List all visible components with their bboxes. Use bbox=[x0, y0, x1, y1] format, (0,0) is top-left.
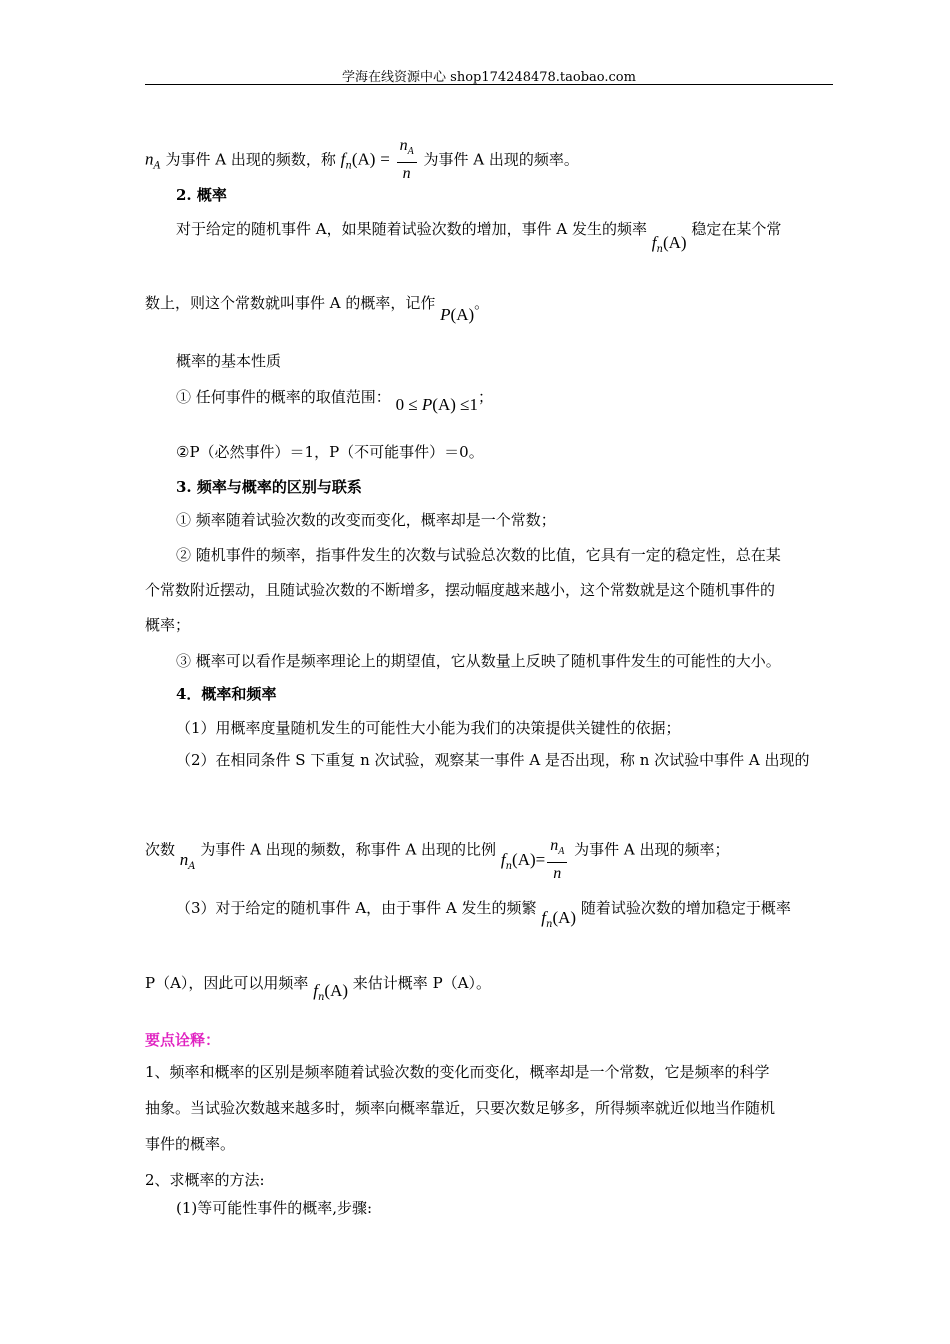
prop-2: ②P（必然事件）＝1，P（不可能事件）＝0。 bbox=[176, 443, 484, 461]
s2-math-f: f bbox=[651, 233, 657, 252]
section-4-l1: （1）用概率度量随机发生的可能性大小能为我们的决策提供关键性的依据； bbox=[176, 719, 681, 737]
s4-math-n: n bbox=[179, 849, 189, 869]
notes-n2-1: (1)等可能性事件的概率,步骤: bbox=[176, 1199, 373, 1217]
s4-l3b-math-sub-n: n bbox=[317, 992, 325, 1003]
s4-l3a-math-f: f bbox=[541, 908, 547, 927]
s4-l3b-math-f: f bbox=[313, 981, 318, 1000]
s4-l3b-1: P（A），因此可以用频率 bbox=[145, 974, 309, 992]
math-eq: = bbox=[380, 149, 390, 169]
text-freq-2: 为事件 A 出现的频率。 bbox=[423, 150, 579, 169]
s4-math-sub-a: A bbox=[188, 860, 196, 872]
notes-title: 要点诠释： bbox=[145, 1031, 221, 1049]
section-3-l2a: ② 随机事件的频率，指事件发生的次数与试验总次数的比值，它具有一定的稳定性，总在某 bbox=[176, 546, 781, 564]
s2-p1b: 稳定在某个常 bbox=[691, 220, 782, 238]
math-n: n bbox=[145, 149, 154, 169]
section-3-title: 3. 频率与概率的区别与联系 bbox=[176, 478, 362, 496]
fraction-na-over-n bbox=[397, 136, 417, 185]
section-4-l3a bbox=[176, 898, 791, 930]
section-3-l1: ① 频率随着试验次数的改变而变化，概率却是一个常数； bbox=[176, 511, 556, 529]
math-f: f bbox=[340, 149, 346, 169]
s2-p2a: 数上，则这个常数就叫事件 A 的概率，记作 bbox=[145, 294, 436, 312]
s4-frac-num-sub: A bbox=[558, 846, 565, 857]
s4-math-sub-n: n bbox=[505, 860, 513, 872]
s4-l2b-1: 次数 bbox=[145, 840, 176, 859]
s4-math-eq: = bbox=[535, 849, 546, 869]
notes-n1b: 抽象。当试验次数越来越多时，频率向概率靠近，只要次数足够多，所得频率就近似地当作随机 bbox=[145, 1099, 776, 1117]
section-2-title: 2. 概率 bbox=[176, 186, 227, 204]
s4-frac-den-n: n bbox=[553, 865, 562, 882]
ineq-right: ≤1 bbox=[455, 395, 478, 414]
s4-fraction-na-over-n bbox=[547, 836, 567, 885]
notes-n1c: 事件的概率。 bbox=[145, 1135, 236, 1153]
frac-num-n: n bbox=[399, 137, 408, 154]
section-4-l2a: （2）在相同条件 S 下重复 n 次试验，观察某一事件 A 是否出现，称 n 次试验中事件 A 出现的 bbox=[176, 751, 810, 769]
section-4-title: 4．概率和频率 bbox=[176, 685, 277, 703]
s2-math-sub-n: n bbox=[656, 244, 663, 255]
header-rule bbox=[145, 84, 833, 85]
section-4-l3b bbox=[145, 973, 491, 1003]
s2-math-paren-a-2: (A) bbox=[450, 305, 475, 324]
s4-l2b-2: 为事件 A 出现的频数，称事件 A 出现的比例 bbox=[200, 840, 497, 859]
math-sub-n: n bbox=[345, 160, 352, 172]
page-header: 学海在线资源中心 shop174248478.taobao.com bbox=[342, 70, 636, 85]
section-3-l2c: 概率； bbox=[145, 616, 191, 634]
notes-n2: 2、求概率的方法: bbox=[145, 1171, 265, 1189]
s4-l3a-2: 随着试验次数的增加稳定于概率 bbox=[580, 899, 791, 917]
section-2-p2 bbox=[145, 293, 490, 324]
math-paren-a: (A) bbox=[351, 149, 376, 169]
ineq-left: 0 ≤ bbox=[395, 395, 422, 414]
props-title: 概率的基本性质 bbox=[176, 352, 282, 370]
text-freq-1: 为事件 A 出现的频数，称 bbox=[165, 150, 336, 169]
s4-math-paren-a: (A) bbox=[512, 849, 536, 869]
section-3-l3: ③ 概率可以看作是频率理论上的期望值，它从数量上反映了随机事件发生的可能性的大小。 bbox=[176, 652, 781, 670]
s4-l2b-3: 为事件 A 出现的频率； bbox=[574, 840, 730, 859]
s4-l3b-math-paren-a: (A) bbox=[324, 981, 349, 1000]
section-3-l2b: 个常数附近摆动，且随试验次数的不断增多，摆动幅度越来越小，这个常数就是这个随机事件的 bbox=[145, 581, 776, 599]
s4-l3a-1: （3）对于给定的随机事件 A，由于事件 A 发生的频繁 bbox=[176, 899, 537, 917]
prop-1-text: ① 任何事件的概率的取值范围： bbox=[176, 388, 391, 406]
frac-num-sub: A bbox=[407, 146, 414, 157]
s4-l3a-math-paren-a: (A) bbox=[552, 908, 577, 927]
s2-math-paren-a: (A) bbox=[662, 233, 687, 252]
prop-1 bbox=[176, 387, 494, 414]
s2-p2b: 。 bbox=[474, 294, 490, 312]
ineq-p: P bbox=[421, 395, 433, 414]
s4-l3b-2: 来估计概率 P（A）。 bbox=[352, 974, 491, 992]
s4-l3a-math-sub-n: n bbox=[546, 919, 553, 930]
section-4-l2b bbox=[145, 826, 730, 882]
ineq-paren-a: (A) bbox=[432, 395, 456, 414]
notes-n1a: 1、频率和概率的区别是频率随着试验次数的变化而变化，概率却是一个常数，它是频率的科学 bbox=[145, 1063, 770, 1081]
section-2-p1 bbox=[176, 219, 782, 255]
prop-1-end: ； bbox=[478, 388, 494, 406]
s4-math-f: f bbox=[500, 849, 506, 869]
frequency-definition bbox=[145, 136, 579, 185]
s4-frac-num-n: n bbox=[550, 837, 559, 854]
s2-p1a: 对于给定的随机事件 A，如果随着试验次数的增加，事件 A 发生的频率 bbox=[176, 220, 647, 238]
math-sub-a: A bbox=[153, 160, 161, 172]
frac-den-n: n bbox=[402, 165, 411, 182]
s2-math-p: P bbox=[440, 305, 451, 324]
